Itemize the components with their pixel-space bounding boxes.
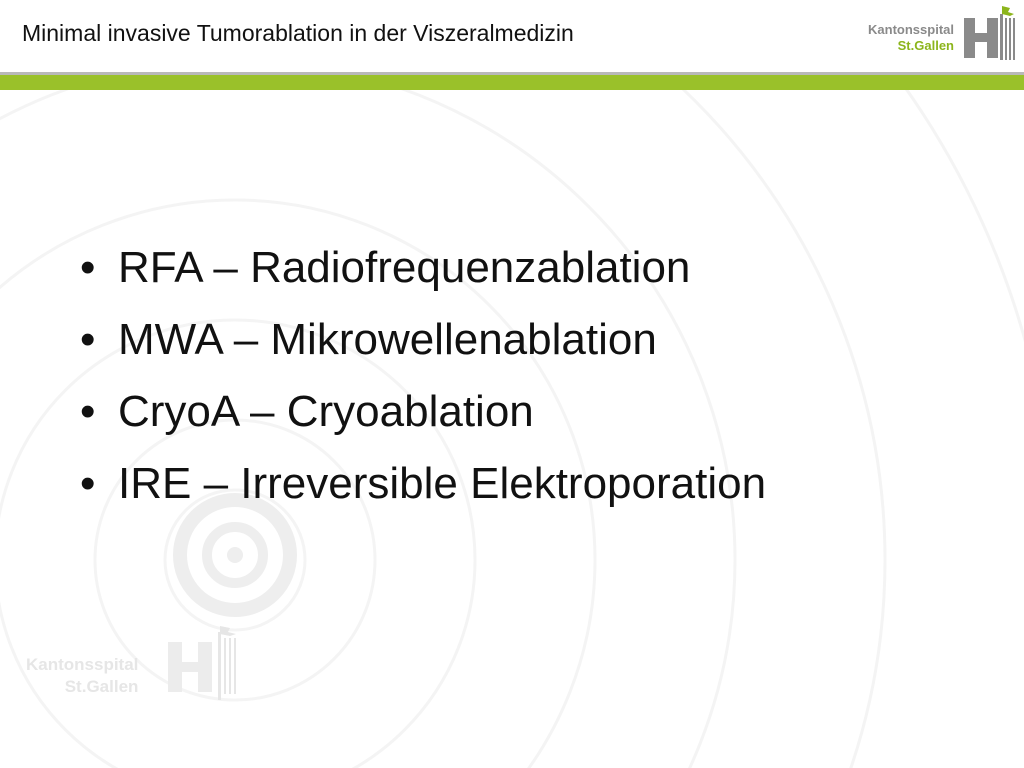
bullet-item-rfa: • RFA – Radiofrequenzablation [80, 232, 766, 304]
page-title: Minimal invasive Tumorablation in der Viszeralmedizin [22, 20, 574, 46]
logo-line-1: Kantonsspital [868, 22, 954, 37]
watermark-h-logo-icon [166, 620, 246, 700]
bullet-list [80, 232, 766, 520]
bullet-item-cryoa: • CryoA – Cryoablation [80, 376, 766, 448]
header [0, 0, 1024, 72]
bullet-item-mwa: • MWA – Mikrowellenablation [80, 304, 766, 376]
watermark-line-1: Kantonsspital [26, 655, 139, 674]
logo-line-2: St.Gallen [897, 38, 954, 53]
watermark-line-2: St.Gallen [64, 677, 139, 696]
bullet-item-ire: • IRE – Irreversible Elektroporation [80, 448, 766, 520]
hospital-h-logo-icon [864, 4, 1020, 66]
watermark-logo-text [26, 654, 138, 698]
header-rule-green [0, 75, 1024, 90]
